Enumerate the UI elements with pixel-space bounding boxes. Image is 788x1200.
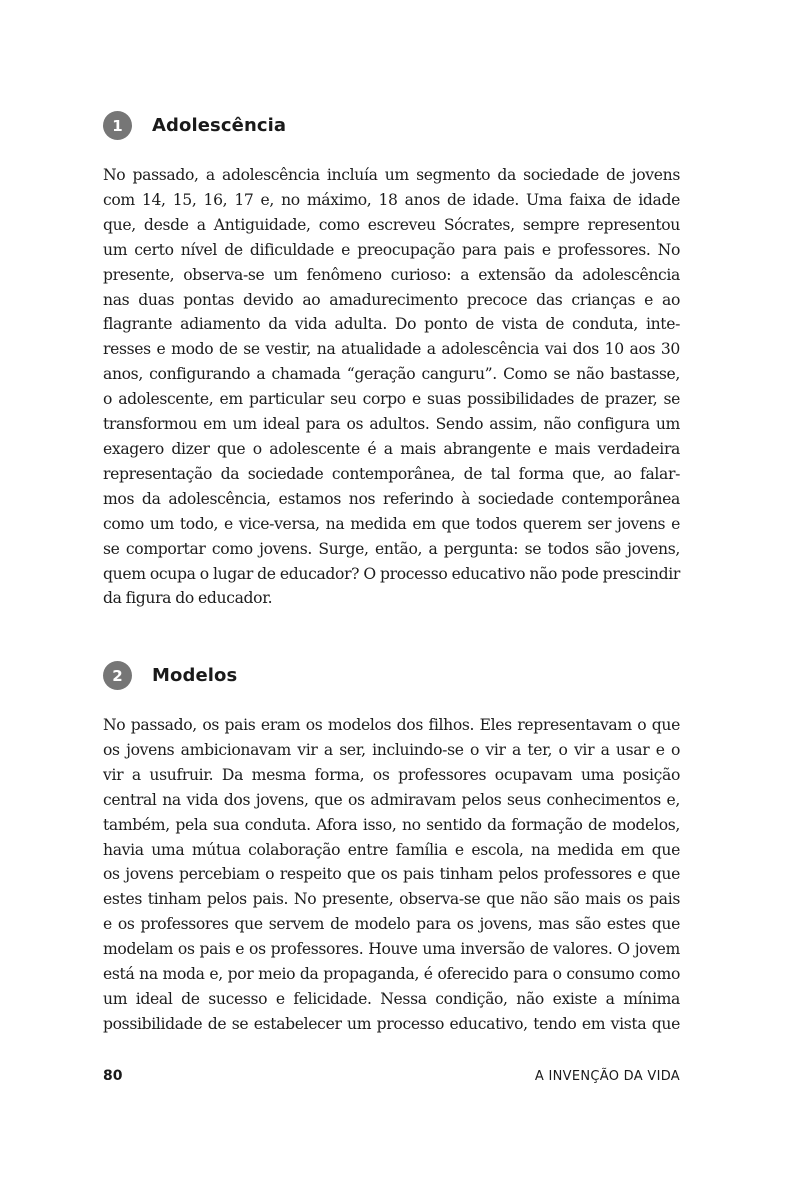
text-line: um ideal de sucesso e felicidade. Nessa condição, não existe a mínima (103, 989, 680, 1008)
text-line: nas duas pontas devido ao amadurecimento precoce das crianças e ao (103, 290, 680, 309)
text-line: e os professores que servem de modelo para os jovens, mas são estes que (103, 915, 680, 934)
section-heading-2 (103, 661, 237, 690)
text-line: com 14, 15, 16, 17 e, no máximo, 18 anos de idade. Uma faixa de idade (103, 190, 680, 209)
text-line: está na moda e, por meio da propaganda, é oferecido para o consumo como (103, 965, 680, 984)
page-footer (103, 1068, 680, 1084)
text-line: flagrante adiamento da vida adulta. Do ponto de vista de conduta, inte- (103, 315, 680, 334)
text-line: havia uma mútua colaboração entre família e escola, na medida em que (103, 840, 680, 859)
text-line: modelam os pais e os professores. Houve uma inversão de valores. O jovem (103, 940, 680, 959)
page-number: 80 (103, 1068, 123, 1084)
text-line: resses e modo de se vestir, na atualidade a adolescência vai dos 10 aos 30 (103, 340, 680, 359)
section-heading-1 (103, 111, 286, 140)
section-number-badge: 2 (103, 661, 132, 690)
section-title: Modelos (152, 665, 238, 686)
text-line: quem ocupa o lugar de educador? O processo educativo não pode prescindir (103, 564, 680, 583)
text-line: um certo nível de dificuldade e preocupação para pais e professores. No (103, 240, 680, 259)
section-number-badge: 1 (103, 111, 132, 140)
section-paragraph-1 (103, 163, 680, 611)
text-line: o adolescente, em particular seu corpo e suas possibilidades de prazer, se (103, 390, 680, 409)
text-line: presente, observa-se um fenômeno curioso: a extensão da adolescência (103, 265, 680, 284)
text-line: transformou em um ideal para os adultos. Sendo assim, não configura um (103, 415, 680, 434)
text-line: No passado, os pais eram os modelos dos filhos. Eles representavam o que (103, 716, 680, 734)
running-title: A INVENÇÃO DA VIDA (534, 1068, 680, 1084)
text-line: central na vida dos jovens, que os admiravam pelos seus conhecimentos e, (103, 790, 680, 809)
text-line: No passado, a adolescência incluía um segmento da sociedade de jovens (103, 166, 680, 184)
text-line: os jovens percebiam o respeito que os pais tinham pelos professores e que (103, 865, 680, 884)
text-line: mos da adolescência, estamos nos referindo à sociedade contemporânea (103, 489, 680, 508)
text-line: os jovens ambicionavam vir a ser, incluindo-se o vir a ter, o vir a usar e o (103, 740, 680, 759)
section-title: Adolescência (152, 115, 287, 136)
text-line: se comportar como jovens. Surge, então, a pergunta: se todos são jovens, (103, 539, 680, 558)
section-paragraph-2 (103, 713, 680, 1037)
text-line: vir a usufruir. Da mesma forma, os professores ocupavam uma posição (103, 765, 680, 784)
text-line: que, desde a Antiguidade, como escreveu Sócrates, sempre representou (103, 215, 680, 234)
text-line: exagero dizer que o adolescente é a mais abrangente e mais verdadeira (103, 439, 680, 458)
text-line: como um todo, e vice-versa, na medida em que todos querem ser jovens e (103, 514, 680, 533)
text-line: anos, configurando a chamada “geração canguru”. Como se não bastasse, (103, 365, 680, 384)
text-line: também, pela sua conduta. Afora isso, no sentido da formação de modelos, (103, 815, 680, 834)
text-line: da figura do educador. (103, 589, 273, 608)
text-line: possibilidade de se estabelecer um processo educativo, tendo em vista que (103, 1014, 680, 1033)
text-line: representação da sociedade contemporânea, de tal forma que, ao falar- (103, 464, 680, 483)
text-line: estes tinham pelos pais. No presente, observa-se que não são mais os pais (103, 890, 680, 909)
